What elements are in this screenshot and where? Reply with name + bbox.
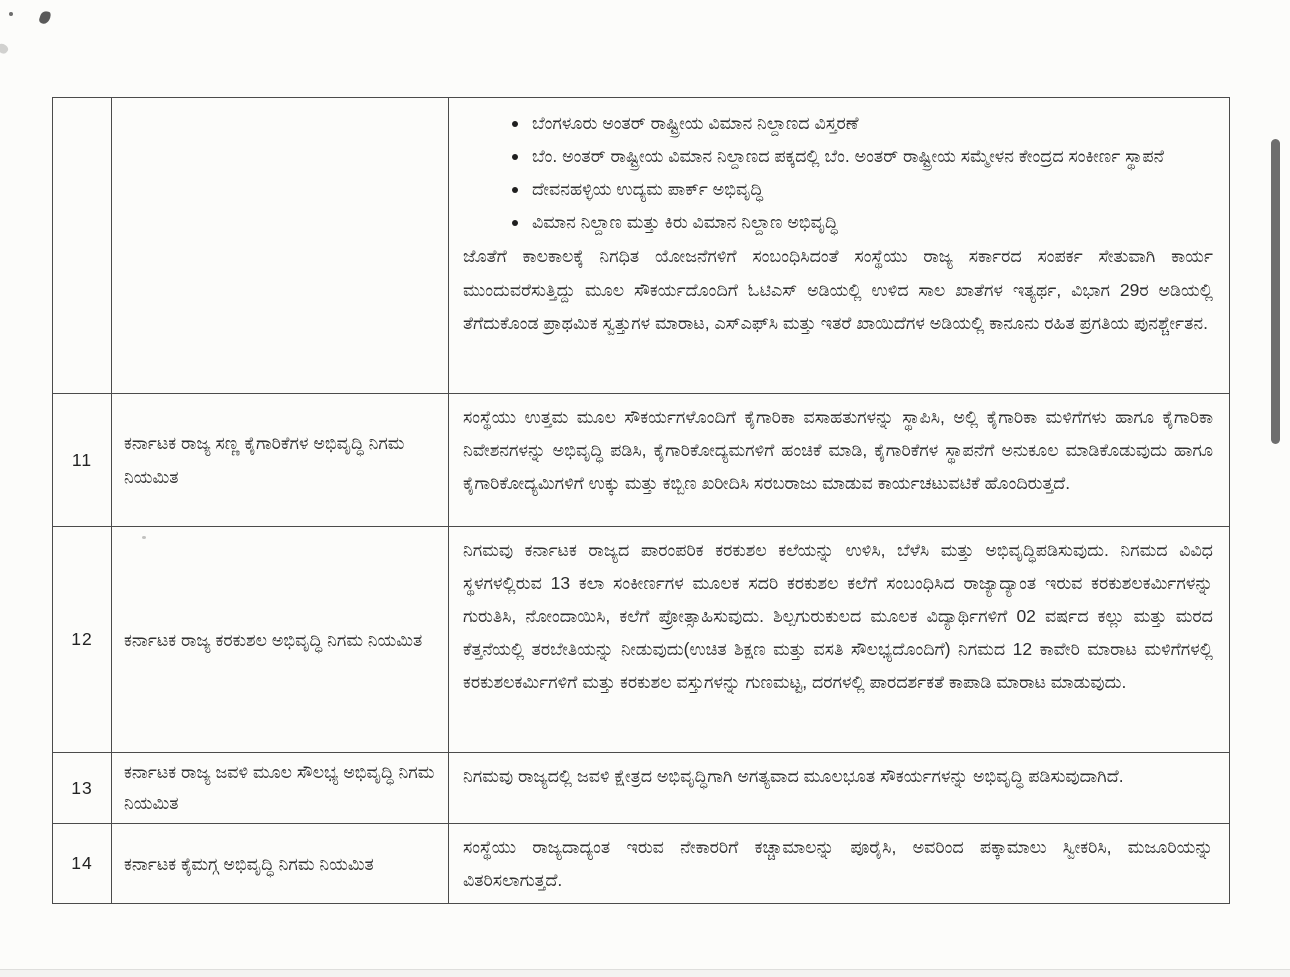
table-row-11 — [53, 394, 1230, 527]
scan-speck-dot — [9, 12, 13, 16]
bullet-item: ವಿಮಾನ ನಿಲ್ದಾಣ ಮತ್ತು ಕಿರು ವಿಮಾನ ನಿಲ್ದಾಣ ಅಭಿವೃದ್ಧಿ — [505, 206, 1213, 239]
row-number-cell: 12 — [53, 527, 112, 753]
continuation-paragraph: ಜೊತೆಗೆ ಕಾಲಕಾಲಕ್ಕೆ ನಿಗಧಿತ ಯೋಜನೆಗಳಿಗೆ ಸಂಬಂಧಿಸಿದಂತೆ ಸಂಸ್ಥೆಯು ರಾಜ್ಯ ಸರ್ಕಾರದ ಸಂಪರ್ಕ ಸೇತುವಾಗಿ ಕಾರ್ಯ ಮುಂದುವರೆಸುತ್ತಿದ್ದು ಮೂಲ ಸೌಕರ್ಯದೊಂದಿಗೆ ಓಟಿಎಸ್ ಅಡಿಯಲ್ಲಿ ಉಳಿದ ಸಾಲ ಖಾತೆಗಳ ಇತ್ಯರ್ಥ, ವಿಭಾಗ 29ರ ಅಡಿಯಲ್ಲಿ ತೆಗೆದುಕೊಂಡ ಪ್ರಾಥಮಿಕ ಸ್ವತ್ತುಗಳ ಮಾರಾಟ, ಎಸ್‌ಎಫ್‌ಸಿ ಮತ್ತು ಇತರೆ ಖಾಯಿದೆಗಳ ಅಡಿಯಲ್ಲಿ ಕಾನೂನು ರಹಿತ ಪ್ರಗತಿಯ ಪುನರ್ಶ್ಚೇತನ. — [463, 246, 1213, 333]
description-cell — [449, 98, 1230, 394]
row-number-cell: 13 — [53, 753, 112, 824]
project-bullet-list — [463, 107, 1213, 239]
description-cell: ನಿಗಮವು ರಾಜ್ಯದಲ್ಲಿ ಜವಳಿ ಕ್ಷೇತ್ರದ ಅಭಿವೃದ್ಧಿಗಾಗಿ ಅಗತ್ಯವಾದ ಮೂಲಭೂತ ಸೌಕರ್ಯಗಳನ್ನು ಅಭಿವೃದ್ಧಿ ಪಡಿಸುವುದಾಗಿದೆ. — [449, 753, 1230, 824]
corporation-name-cell: ಕರ್ನಾಟಕ ರಾಜ್ಯ ಸಣ್ಣ ಕೈಗಾರಿಕೆಗಳ ಅಭಿವೃದ್ಧಿ ನಿಗಮ ನಿಯಮಿತ — [112, 394, 449, 527]
corporations-table — [52, 97, 1230, 904]
corporation-name-cell: ಕರ್ನಾಟಕ ರಾಜ್ಯ ಕರಕುಶಲ ಅಭಿವೃದ್ಧಿ ನಿಗಮ ನಿಯಮಿತ — [112, 527, 449, 753]
table-row-12 — [53, 527, 1230, 753]
corporation-name-cell — [112, 98, 449, 394]
scan-speck-comma — [38, 10, 52, 25]
row-number-cell: 11 — [53, 394, 112, 527]
bullet-item: ಬೆಂ. ಅಂತರ್ ರಾಷ್ಟ್ರೀಯ ವಿಮಾನ ನಿಲ್ದಾಣದ ಪಕ್ಕದಲ್ಲಿ ಬೆಂ. ಅಂತರ್ ರಾಷ್ಟ್ರೀಯ ಸಮ್ಮೇಳನ ಕೇಂದ್ರದ ಸಂಕೀರ್ಣ ಸ್ಥಾಪನೆ — [505, 140, 1213, 173]
description-cell: ನಿಗಮವು ಕರ್ನಾಟಕ ರಾಜ್ಯದ ಪಾರಂಪರಿಕ ಕರಕುಶಲ ಕಲೆಯನ್ನು ಉಳಿಸಿ, ಬೆಳೆಸಿ ಮತ್ತು ಅಭಿವೃದ್ಧಿಪಡಿಸುವುದು. ನಿಗಮದ ವಿವಿಧ ಸ್ಥಳಗಳಲ್ಲಿರುವ 13 ಕಲಾ ಸಂಕೀರ್ಣಗಳ ಮೂಲಕ ಸದರಿ ಕರಕುಶಲ ಕಲೆಗೆ ಸಂಬಂಧಿಸಿದ ರಾಜ್ಯಾದ್ಯಾಂತ ಇರುವ ಕರಕುಶಲಕರ್ಮಿಗಳನ್ನು ಗುರುತಿಸಿ, ನೋಂದಾಯಿಸಿ, ಕಲೆಗೆ ಪ್ರೋತ್ಸಾಹಿಸುವುದು. ಶಿಲ್ಪಗುರುಕುಲದ ಮೂಲಕ ವಿದ್ಯಾರ್ಥಿಗಳಿಗೆ 02 ವರ್ಷದ ಕಲ್ಲು ಮತ್ತು ಮರದ ಕೆತ್ತನೆಯಲ್ಲಿ ತರಬೇತಿಯನ್ನು ನೀಡುವುದು(ಉಚಿತ ಶಿಕ್ಷಣ ಮತ್ತು ವಸತಿ ಸೌಲಭ್ಯದೊಂದಿಗೆ) ನಿಗಮದ 12 ಕಾವೇರಿ ಮಾರಾಟ ಮಳಿಗೆಗಳಲ್ಲಿ ಕರಕುಶಲಕರ್ಮಿಗಳಿಗೆ ಮತ್ತು ಕರಕುಶಲ ವಸ್ತುಗಳನ್ನು ಗುಣಮಟ್ಟ, ದರಗಳಲ್ಲಿ ಪಾರದರ್ಶಕತೆ ಕಾಪಾಡಿ ಮಾರಾಟ ಮಾಡುವುದು. — [449, 527, 1230, 753]
table-row-14 — [53, 824, 1230, 904]
corporation-name-cell: ಕರ್ನಾಟಕ ರಾಜ್ಯ ಜವಳಿ ಮೂಲ ಸೌಲಭ್ಯ ಅಭಿವೃದ್ಧಿ ನಿಗಮ ನಿಯಮಿತ — [112, 753, 449, 824]
row-number-cell: 14 — [53, 824, 112, 904]
vertical-scrollbar-thumb[interactable] — [1271, 139, 1280, 444]
scan-speck-edge — [0, 42, 10, 56]
description-cell: ಸಂಸ್ಥೆಯು ರಾಜ್ಯದಾದ್ಯಂತ ಇರುವ ನೇಕಾರರಿಗೆ ಕಚ್ಚಾಮಾಲನ್ನು ಪೂರೈಸಿ, ಅವರಿಂದ ಪಕ್ಕಾಮಾಲು ಸ್ವೀಕರಿಸಿ, ಮಜೂರಿಯನ್ನು ವಿತರಿಸಲಾಗುತ್ತದೆ. — [449, 824, 1230, 904]
description-cell: ಸಂಸ್ಥೆಯು ಉತ್ತಮ ಮೂಲ ಸೌಕರ್ಯಗಳೊಂದಿಗೆ ಕೈಗಾರಿಕಾ ವಸಾಹತುಗಳನ್ನು ಸ್ಥಾಪಿಸಿ, ಅಲ್ಲಿ ಕೈಗಾರಿಕಾ ಮಳಿಗೆಗಳು ಹಾಗೂ ಕೈಗಾರಿಕಾ ನಿವೇಶನಗಳನ್ನು ಅಭಿವೃದ್ಧಿ ಪಡಿಸಿ, ಕೈಗಾರಿಕೋದ್ಯಮಗಳಿಗೆ ಹಂಚಿಕೆ ಮಾಡಿ, ಕೈಗಾರಿಕೆಗಳ ಸ್ಥಾಪನೆಗೆ ಅನುಕೂಲ ಮಾಡಿಕೊಡುವುದು ಹಾಗೂ ಕೈಗಾರಿಕೋದ್ಯಮಿಗಳಿಗೆ ಉಕ್ಕು ಮತ್ತು ಕಬ್ಬಿಣ ಖರೀದಿಸಿ ಸರಬರಾಜು ಮಾಡುವ ಕಾರ್ಯಚಟುವಟಿಕೆ ಹೊಂದಿರುತ್ತದೆ. — [449, 394, 1230, 527]
scan-bottom-edge — [0, 969, 1290, 977]
bullet-item: ಬೆಂಗಳೂರು ಅಂತರ್ ರಾಷ್ಟ್ರೀಯ ವಿಮಾನ ನಿಲ್ದಾಣದ ವಿಸ್ತರಣೆ — [505, 107, 1213, 140]
row-number-cell — [53, 98, 112, 394]
table-row-continuation — [53, 98, 1230, 394]
corporation-name-cell: ಕರ್ನಾಟಕ ಕೈಮಗ್ಗ ಅಭಿವೃದ್ಧಿ ನಿಗಮ ನಿಯಮಿತ — [112, 824, 449, 904]
table-row-13 — [53, 753, 1230, 824]
bullet-item: ದೇವನಹಳ್ಳಿಯ ಉದ್ಯಮ ಪಾರ್ಕ್ ಅಭಿವೃದ್ಧಿ — [505, 173, 1213, 206]
